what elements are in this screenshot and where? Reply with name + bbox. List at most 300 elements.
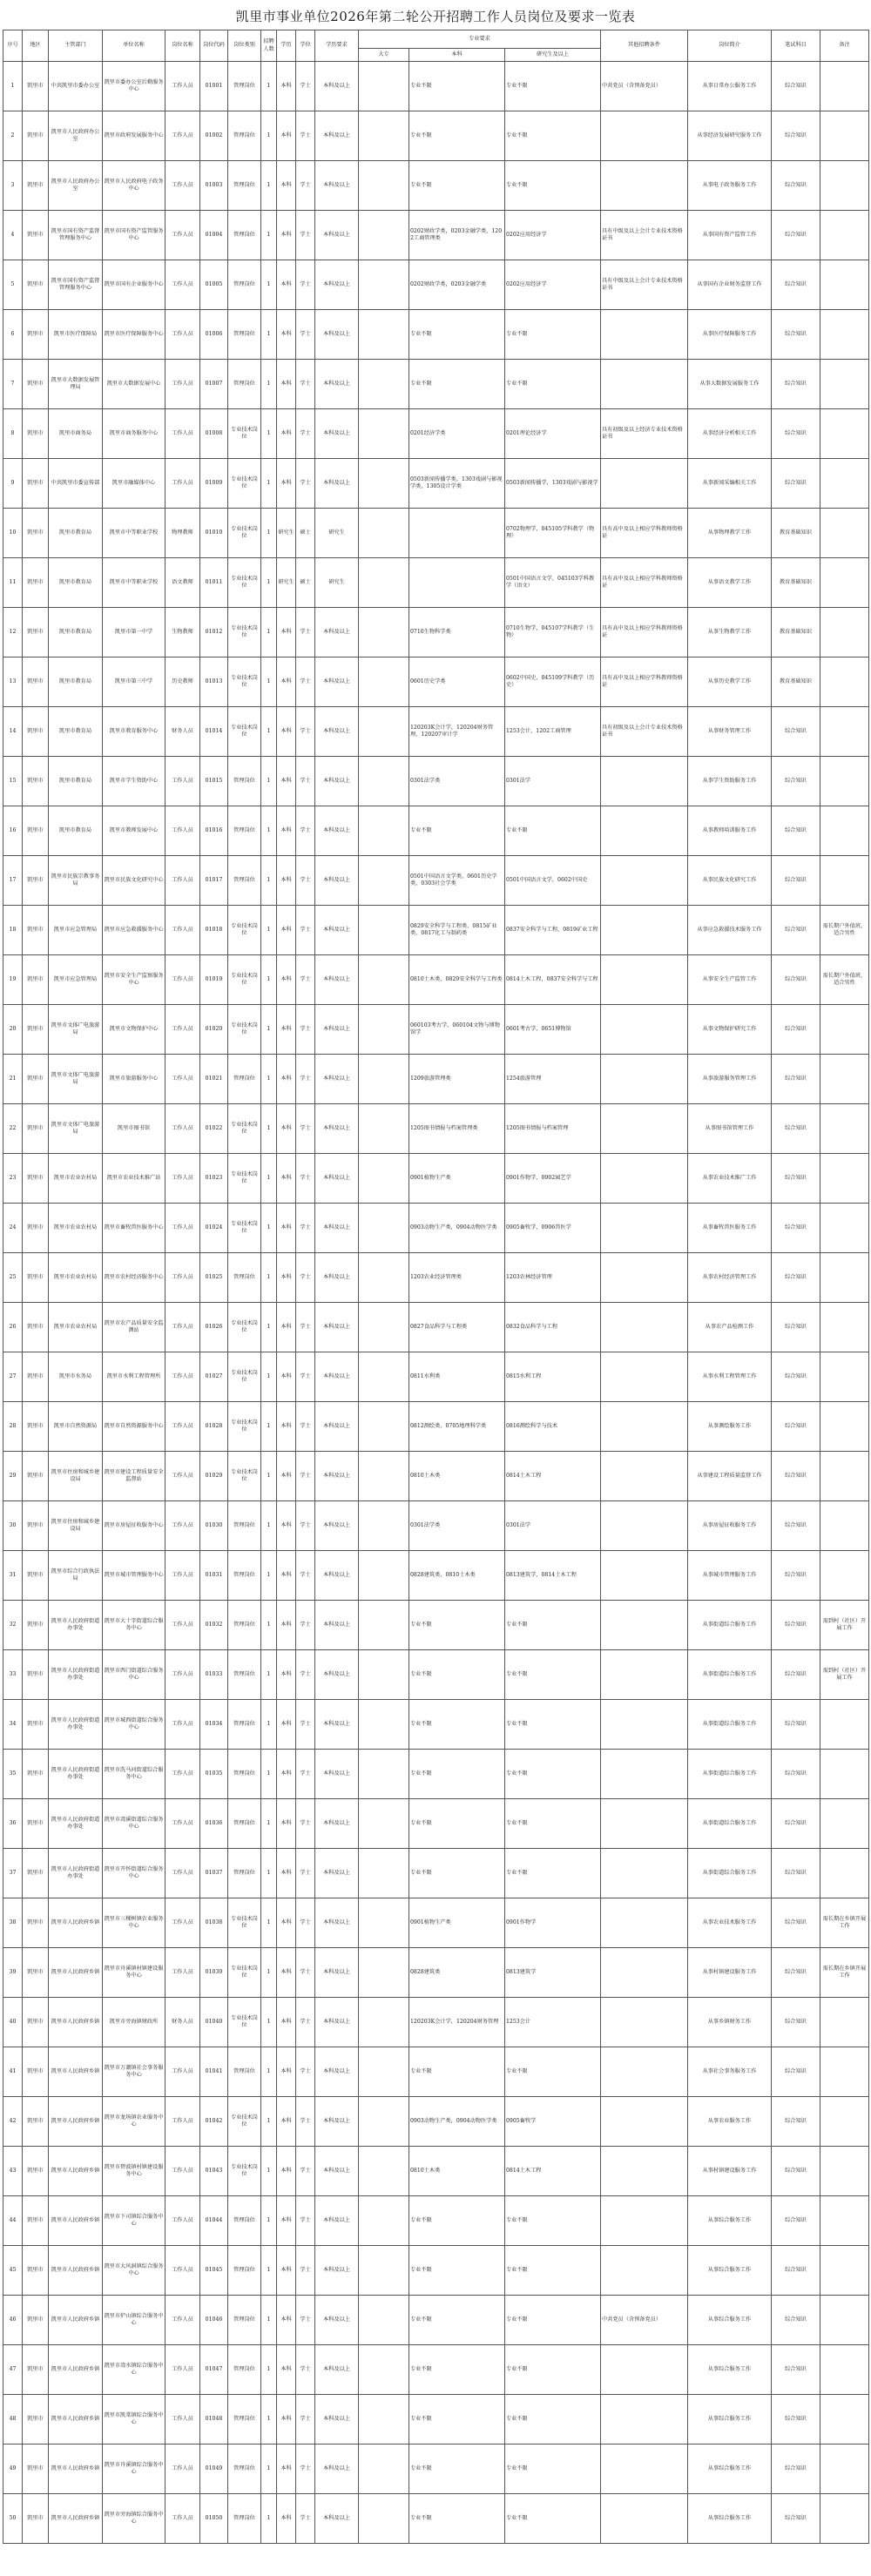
cell-degree: 本科 — [277, 1253, 296, 1303]
cell-code: 01020 — [200, 1005, 228, 1055]
cell-content: 从事经济发展研究服务工作 — [688, 111, 772, 161]
cell-type: 专业技术岗位 — [228, 906, 261, 955]
cell-remark — [820, 2147, 869, 2196]
cell-exam: 综合知识 — [772, 2246, 820, 2296]
header-degree-req: 学位 — [296, 30, 315, 62]
cell-code: 01018 — [200, 906, 228, 955]
cell-degree-req: 学士 — [296, 2296, 315, 2345]
cell-major-bk: 专业不限 — [409, 62, 505, 111]
cell-remark — [820, 509, 869, 558]
cell-content: 从事物理教学工作 — [688, 509, 772, 558]
cell-major-yjs: 0503新闻传播学，1303戏剧与影视学 — [505, 459, 601, 509]
cell-count: 1 — [261, 360, 277, 409]
cell-major-req: 本科及以上 — [315, 2196, 359, 2246]
cell-seq: 27 — [3, 1352, 23, 1402]
cell-other — [601, 2395, 688, 2445]
cell-remark — [820, 856, 869, 906]
table-row — [3, 409, 869, 459]
cell-degree: 本科 — [277, 62, 296, 111]
cell-seq: 10 — [3, 509, 23, 558]
cell-count: 1 — [261, 509, 277, 558]
cell-major-dz — [359, 2445, 409, 2494]
cell-major-yjs: 0201理论经济学 — [505, 409, 601, 459]
cell-degree-req: 学士 — [296, 1898, 315, 1948]
cell-major-bk — [409, 558, 505, 608]
cell-unit: 凯里市城西街道综合服务中心 — [103, 1700, 165, 1750]
cell-other — [601, 1650, 688, 1700]
cell-content: 从事教师培训服务工作 — [688, 806, 772, 856]
cell-content: 从事房屋征收服务工作 — [688, 1501, 772, 1551]
header-region: 地区 — [23, 30, 49, 62]
cell-major-dz — [359, 1352, 409, 1402]
cell-dept: 凯里市人民政府街道办事处 — [49, 1750, 103, 1799]
cell-degree: 本科 — [277, 1551, 296, 1601]
cell-remark — [820, 2246, 869, 2296]
cell-post: 工作人员 — [165, 1799, 200, 1849]
cell-degree: 本科 — [277, 1998, 296, 2047]
cell-exam: 综合知识 — [772, 1898, 820, 1948]
cell-major-yjs: 专业不限 — [505, 2445, 601, 2494]
cell-type: 专业技术岗位 — [228, 2147, 261, 2196]
cell-major-dz — [359, 1750, 409, 1799]
cell-count: 1 — [261, 2296, 277, 2345]
cell-major-bk: 0901植物生产类 — [409, 1898, 505, 1948]
cell-major-req: 本科及以上 — [315, 1005, 359, 1055]
cell-major-req: 本科及以上 — [315, 459, 359, 509]
cell-major-bk: 0827食品科学与工程类 — [409, 1303, 505, 1352]
cell-remark — [820, 211, 869, 260]
cell-region: 凯里市 — [23, 111, 49, 161]
cell-code: 01016 — [200, 806, 228, 856]
cell-major-yjs: 0816测绘科学与技术 — [505, 1402, 601, 1452]
cell-major-req: 本科及以上 — [315, 707, 359, 757]
cell-region: 凯里市 — [23, 2097, 49, 2147]
cell-degree-req: 学士 — [296, 757, 315, 806]
cell-remark — [820, 1253, 869, 1303]
cell-unit: 凯里市碧波镇村镇建设服务中心 — [103, 2147, 165, 2196]
cell-major-req: 本科及以上 — [315, 1948, 359, 1998]
cell-major-dz — [359, 1303, 409, 1352]
cell-type: 管理岗位 — [228, 1253, 261, 1303]
cell-degree: 本科 — [277, 2097, 296, 2147]
cell-major-dz — [359, 1253, 409, 1303]
cell-exam: 综合知识 — [772, 1998, 820, 2047]
cell-content: 从事村镇建设服务工作 — [688, 2147, 772, 2196]
cell-code: 01009 — [200, 459, 228, 509]
cell-other — [601, 906, 688, 955]
cell-seq: 44 — [3, 2196, 23, 2246]
cell-major-req: 本科及以上 — [315, 1898, 359, 1948]
cell-major-bk: 0202财政学类，0203金融学类，1202工商管理类 — [409, 211, 505, 260]
cell-content: 从事街道综合服务工作 — [688, 1650, 772, 1700]
header-major-req: 学历要求 — [315, 30, 359, 62]
cell-other — [601, 1849, 688, 1898]
cell-degree-req: 学士 — [296, 657, 315, 707]
cell-other — [601, 1948, 688, 1998]
cell-degree-req: 学士 — [296, 1154, 315, 1204]
cell-major-dz — [359, 1700, 409, 1750]
cell-content: 从事国有资产监管工作 — [688, 211, 772, 260]
cell-degree: 本科 — [277, 806, 296, 856]
cell-code: 01024 — [200, 1204, 228, 1253]
cell-unit: 凯里市第三中学 — [103, 657, 165, 707]
cell-type: 专业技术岗位 — [228, 608, 261, 657]
cell-degree: 本科 — [277, 1501, 296, 1551]
cell-dept: 凯里市人民政府乡镇 — [49, 2395, 103, 2445]
cell-remark — [820, 2494, 869, 2544]
cell-seq: 49 — [3, 2445, 23, 2494]
cell-degree: 本科 — [277, 1303, 296, 1352]
cell-degree-req: 学士 — [296, 1601, 315, 1650]
cell-major-bk: 专业不限 — [409, 1700, 505, 1750]
cell-content: 从事生物教学工作 — [688, 608, 772, 657]
cell-remark — [820, 1750, 869, 1799]
cell-major-dz — [359, 2345, 409, 2395]
cell-dept: 凯里市人民政府乡镇 — [49, 2196, 103, 2246]
cell-post: 工作人员 — [165, 906, 200, 955]
cell-degree: 本科 — [277, 1750, 296, 1799]
cell-unit: 凯里市政府发展服务中心 — [103, 111, 165, 161]
cell-unit: 凯里市图书馆 — [103, 1104, 165, 1154]
cell-degree-req: 学士 — [296, 1204, 315, 1253]
cell-exam: 综合知识 — [772, 1849, 820, 1898]
table-row — [3, 1700, 869, 1750]
cell-exam: 综合知识 — [772, 1601, 820, 1650]
cell-major-bk: 专业不限 — [409, 2395, 505, 2445]
cell-major-req: 本科及以上 — [315, 2047, 359, 2097]
cell-dept: 凯里市综合行政执法局 — [49, 1551, 103, 1601]
cell-seq: 46 — [3, 2296, 23, 2345]
cell-degree: 本科 — [277, 2196, 296, 2246]
cell-unit: 凯里市龙场镇农业服务中心 — [103, 2097, 165, 2147]
cell-content: 从事农业技术服务工作 — [688, 1898, 772, 1948]
table-row — [3, 1750, 869, 1799]
cell-remark — [820, 707, 869, 757]
cell-code: 01017 — [200, 856, 228, 906]
cell-post: 工作人员 — [165, 1948, 200, 1998]
cell-major-dz — [359, 1104, 409, 1154]
header-major-group: 专业要求 — [359, 30, 601, 49]
cell-type: 管理岗位 — [228, 1551, 261, 1601]
cell-dept: 凯里市人民政府乡镇 — [49, 2097, 103, 2147]
cell-post: 工作人员 — [165, 806, 200, 856]
cell-post: 工作人员 — [165, 1849, 200, 1898]
cell-content: 从事测绘服务工作 — [688, 1402, 772, 1452]
cell-major-bk: 0202财政学类，0203金融学类 — [409, 260, 505, 310]
cell-major-yjs: 0837安全科学与工程，0819矿业工程 — [505, 906, 601, 955]
cell-region: 凯里市 — [23, 757, 49, 806]
cell-code: 01037 — [200, 1849, 228, 1898]
cell-exam: 综合知识 — [772, 62, 820, 111]
cell-major-req: 本科及以上 — [315, 2445, 359, 2494]
cell-exam: 综合知识 — [772, 1005, 820, 1055]
cell-major-bk: 0812测绘类，0705地理科学类 — [409, 1402, 505, 1452]
cell-major-req: 本科及以上 — [315, 211, 359, 260]
cell-count: 1 — [261, 2494, 277, 2544]
cell-degree: 本科 — [277, 161, 296, 211]
cell-remark — [820, 1402, 869, 1452]
cell-major-dz — [359, 1898, 409, 1948]
cell-seq: 2 — [3, 111, 23, 161]
cell-type: 管理岗位 — [228, 2494, 261, 2544]
cell-degree: 本科 — [277, 1948, 296, 1998]
cell-other: 具有中级及以上会计专业技术资格证书 — [601, 211, 688, 260]
cell-remark — [820, 2345, 869, 2395]
cell-content: 从事文物保护研究工作 — [688, 1005, 772, 1055]
cell-degree-req: 学士 — [296, 1750, 315, 1799]
cell-unit: 凯里市大风洞镇综合服务中心 — [103, 2246, 165, 2296]
cell-major-yjs: 专业不限 — [505, 2494, 601, 2544]
table-row — [3, 1005, 869, 1055]
table-row — [3, 2494, 869, 2544]
cell-dept: 凯里市农业农村局 — [49, 1303, 103, 1352]
cell-degree-req: 学士 — [296, 1501, 315, 1551]
cell-remark — [820, 310, 869, 360]
cell-remark — [820, 2097, 869, 2147]
cell-content: 从事综合服务工作 — [688, 2395, 772, 2445]
cell-content: 从事旅游服务管理工作 — [688, 1055, 772, 1104]
table-row — [3, 2296, 869, 2345]
cell-code: 01014 — [200, 707, 228, 757]
table-row — [3, 806, 869, 856]
cell-type: 管理岗位 — [228, 2296, 261, 2345]
cell-major-yjs: 专业不限 — [505, 2395, 601, 2445]
cell-region: 凯里市 — [23, 360, 49, 409]
cell-post: 物理教师 — [165, 509, 200, 558]
cell-post: 工作人员 — [165, 1104, 200, 1154]
cell-post: 工作人员 — [165, 1700, 200, 1750]
cell-major-dz — [359, 906, 409, 955]
cell-degree: 本科 — [277, 1402, 296, 1452]
cell-remark — [820, 2296, 869, 2345]
cell-remark — [820, 260, 869, 310]
cell-seq: 33 — [3, 1650, 23, 1700]
cell-count: 1 — [261, 1402, 277, 1452]
cell-seq: 28 — [3, 1402, 23, 1452]
cell-seq: 6 — [3, 310, 23, 360]
cell-major-dz — [359, 1154, 409, 1204]
cell-remark — [820, 1055, 869, 1104]
cell-unit: 凯里市农业技术推广站 — [103, 1154, 165, 1204]
cell-seq: 12 — [3, 608, 23, 657]
cell-remark — [820, 657, 869, 707]
table-row — [3, 1352, 869, 1402]
cell-exam: 综合知识 — [772, 211, 820, 260]
cell-major-bk: 专业不限 — [409, 360, 505, 409]
cell-dept: 凯里市人民政府乡镇 — [49, 2246, 103, 2296]
cell-code: 01048 — [200, 2395, 228, 2445]
cell-region: 凯里市 — [23, 1452, 49, 1501]
cell-exam: 综合知识 — [772, 2494, 820, 2544]
cell-type: 专业技术岗位 — [228, 509, 261, 558]
header-seq: 序号 — [3, 30, 23, 62]
cell-exam: 综合知识 — [772, 1055, 820, 1104]
cell-major-req: 本科及以上 — [315, 1352, 359, 1402]
cell-count: 1 — [261, 409, 277, 459]
cell-remark — [820, 2395, 869, 2445]
cell-major-yjs: 专业不限 — [505, 111, 601, 161]
cell-degree: 本科 — [277, 1650, 296, 1700]
cell-post: 工作人员 — [165, 2246, 200, 2296]
cell-seq: 40 — [3, 1998, 23, 2047]
cell-major-req: 本科及以上 — [315, 806, 359, 856]
table-row — [3, 509, 869, 558]
cell-content: 从事建设工程质量监督工作 — [688, 1452, 772, 1501]
cell-count: 1 — [261, 1303, 277, 1352]
table-row — [3, 1154, 869, 1204]
cell-code: 01004 — [200, 211, 228, 260]
cell-code: 01038 — [200, 1898, 228, 1948]
cell-major-yjs: 0602中国史，045109学科教学（历史） — [505, 657, 601, 707]
cell-post: 工作人员 — [165, 757, 200, 806]
cell-unit: 凯里市舟溪镇村镇建设服务中心 — [103, 1948, 165, 1998]
cell-type: 专业技术岗位 — [228, 657, 261, 707]
cell-content: 从事畜牧兽医服务工作 — [688, 1204, 772, 1253]
cell-major-dz — [359, 1204, 409, 1253]
cell-count: 1 — [261, 856, 277, 906]
cell-degree: 本科 — [277, 1352, 296, 1402]
cell-code: 01028 — [200, 1402, 228, 1452]
cell-dept: 凯里市人民政府乡镇 — [49, 2494, 103, 2544]
cell-code: 01031 — [200, 1551, 228, 1601]
cell-seq: 20 — [3, 1005, 23, 1055]
header-other: 其他招聘条件 — [601, 30, 688, 62]
cell-post: 工作人员 — [165, 1154, 200, 1204]
cell-content: 从事日常办公服务工作 — [688, 62, 772, 111]
cell-major-req: 本科及以上 — [315, 2097, 359, 2147]
cell-region: 凯里市 — [23, 1750, 49, 1799]
cell-major-dz — [359, 1601, 409, 1650]
cell-degree-req: 学士 — [296, 856, 315, 906]
cell-unit: 凯里市商务服务中心 — [103, 409, 165, 459]
cell-degree-req: 学士 — [296, 1998, 315, 2047]
cell-region: 凯里市 — [23, 2196, 49, 2246]
cell-content: 从事安全生产监管工作 — [688, 955, 772, 1005]
cell-region: 凯里市 — [23, 1204, 49, 1253]
cell-count: 1 — [261, 707, 277, 757]
cell-seq: 24 — [3, 1204, 23, 1253]
cell-region: 凯里市 — [23, 1005, 49, 1055]
cell-degree-req: 学士 — [296, 1700, 315, 1750]
cell-major-yjs: 1205图书情报与档案管理 — [505, 1104, 601, 1154]
cell-exam: 综合知识 — [772, 955, 820, 1005]
cell-major-dz — [359, 111, 409, 161]
cell-dept: 凯里市教育局 — [49, 657, 103, 707]
cell-degree-req: 学士 — [296, 2147, 315, 2196]
cell-count: 1 — [261, 1650, 277, 1700]
cell-degree: 本科 — [277, 955, 296, 1005]
cell-post: 工作人员 — [165, 1898, 200, 1948]
cell-dept: 凯里市教育局 — [49, 608, 103, 657]
cell-post: 工作人员 — [165, 1750, 200, 1799]
cell-other — [601, 161, 688, 211]
cell-major-dz — [359, 1948, 409, 1998]
table-row — [3, 2395, 869, 2445]
cell-content: 从事经济分析相关工作 — [688, 409, 772, 459]
cell-seq: 16 — [3, 806, 23, 856]
cell-code: 01036 — [200, 1799, 228, 1849]
cell-remark — [820, 1104, 869, 1154]
cell-degree-req: 学士 — [296, 707, 315, 757]
cell-major-dz — [359, 806, 409, 856]
cell-other — [601, 1700, 688, 1750]
cell-count: 1 — [261, 1055, 277, 1104]
cell-degree-req: 学士 — [296, 111, 315, 161]
cell-major-dz — [359, 211, 409, 260]
cell-type: 管理岗位 — [228, 2395, 261, 2445]
cell-major-dz — [359, 1452, 409, 1501]
cell-major-bk: 专业不限 — [409, 2494, 505, 2544]
cell-major-yjs: 0815水利工程 — [505, 1352, 601, 1402]
cell-degree-req: 学士 — [296, 2097, 315, 2147]
cell-dept: 凯里市教育局 — [49, 757, 103, 806]
cell-seq: 8 — [3, 409, 23, 459]
cell-remark — [820, 1154, 869, 1204]
cell-region: 凯里市 — [23, 1253, 49, 1303]
cell-post: 工作人员 — [165, 2494, 200, 2544]
cell-seq: 13 — [3, 657, 23, 707]
cell-major-yjs: 专业不限 — [505, 2296, 601, 2345]
cell-unit: 凯里市民族文化研究中心 — [103, 856, 165, 906]
cell-major-dz — [359, 1551, 409, 1601]
cell-other — [601, 1204, 688, 1253]
cell-region: 凯里市 — [23, 2147, 49, 2196]
cell-count: 1 — [261, 459, 277, 509]
cell-exam: 综合知识 — [772, 310, 820, 360]
cell-exam: 综合知识 — [772, 1501, 820, 1551]
cell-other — [601, 2147, 688, 2196]
cell-other — [601, 1601, 688, 1650]
cell-unit: 凯里市大十字街道综合服务中心 — [103, 1601, 165, 1650]
cell-content: 从事国有企业财务监督工作 — [688, 260, 772, 310]
cell-count: 1 — [261, 62, 277, 111]
cell-seq: 34 — [3, 1700, 23, 1750]
cell-dept: 凯里市教育局 — [49, 509, 103, 558]
cell-major-yjs: 专业不限 — [505, 62, 601, 111]
cell-seq: 32 — [3, 1601, 23, 1650]
cell-major-yjs: 1253会计，1202工商管理 — [505, 707, 601, 757]
cell-type: 管理岗位 — [228, 1750, 261, 1799]
cell-type: 专业技术岗位 — [228, 459, 261, 509]
cell-other — [601, 2345, 688, 2395]
cell-major-bk: 0601历史学类 — [409, 657, 505, 707]
cell-region: 凯里市 — [23, 1154, 49, 1204]
cell-degree: 本科 — [277, 111, 296, 161]
cell-major-req: 本科及以上 — [315, 2296, 359, 2345]
cell-code: 01022 — [200, 1104, 228, 1154]
cell-major-yjs: 专业不限 — [505, 2196, 601, 2246]
cell-dept: 凯里市应急管理局 — [49, 906, 103, 955]
table-row — [3, 2246, 869, 2296]
cell-major-yjs: 1253会计 — [505, 1998, 601, 2047]
cell-count: 1 — [261, 2047, 277, 2097]
cell-major-req: 本科及以上 — [315, 260, 359, 310]
cell-degree-req: 学士 — [296, 2395, 315, 2445]
cell-post: 工作人员 — [165, 260, 200, 310]
cell-type: 管理岗位 — [228, 1849, 261, 1898]
cell-post: 工作人员 — [165, 2445, 200, 2494]
cell-type: 管理岗位 — [228, 260, 261, 310]
header-post: 岗位名称 — [165, 30, 200, 62]
cell-code: 01045 — [200, 2246, 228, 2296]
cell-degree: 本科 — [277, 1204, 296, 1253]
cell-exam: 综合知识 — [772, 1700, 820, 1750]
cell-code: 01011 — [200, 558, 228, 608]
cell-exam: 综合知识 — [772, 1253, 820, 1303]
cell-content: 从事学生资助服务工作 — [688, 757, 772, 806]
cell-dept: 凯里市农业农村局 — [49, 1253, 103, 1303]
cell-seq: 19 — [3, 955, 23, 1005]
